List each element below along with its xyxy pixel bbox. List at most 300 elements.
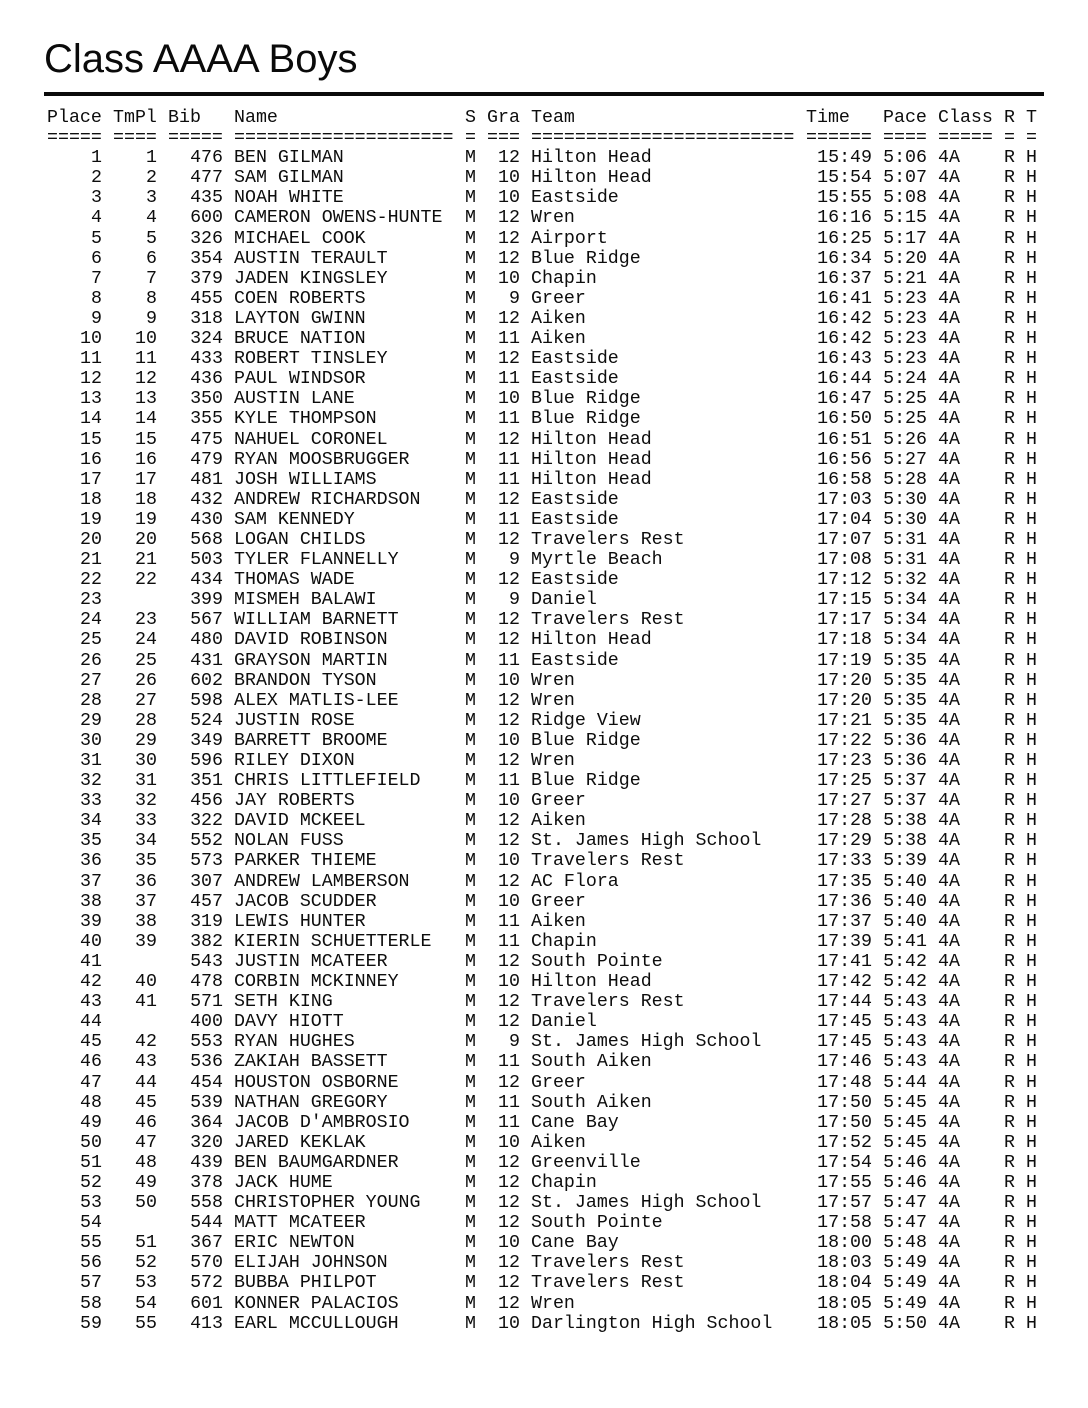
result-row: [47, 269, 1037, 289]
cell-place: 4: [91, 208, 102, 229]
cell-gra: 11: [498, 1092, 520, 1113]
cell-pace: 5:49: [883, 1253, 927, 1274]
cell-r: R: [1004, 509, 1015, 530]
cell-place: 6: [91, 248, 102, 269]
cell-tmpl: 1: [146, 148, 157, 169]
cell-team: South Aiken: [531, 1052, 652, 1073]
cell-s: M: [465, 951, 476, 972]
cell-team: Myrtle Beach: [531, 550, 663, 571]
cell-tmpl: 33: [135, 811, 157, 832]
cell-class: 4A: [938, 1012, 960, 1033]
cell-r: R: [1004, 1052, 1015, 1073]
cell-pace: 5:27: [883, 449, 927, 470]
cell-team: Eastside: [531, 188, 619, 209]
cell-s: M: [465, 529, 476, 550]
cell-gra: 10: [498, 670, 520, 691]
cell-time: 17:19: [817, 650, 872, 671]
cell-team: Eastside: [531, 489, 619, 510]
cell-name: WILLIAM BARNETT: [234, 610, 399, 631]
cell-t: H: [1026, 811, 1037, 832]
cell-place: 54: [80, 1213, 102, 1234]
cell-time: 17:52: [817, 1132, 872, 1153]
cell-name: AUSTIN LANE: [234, 389, 355, 410]
cell-pace: 5:45: [883, 1112, 927, 1133]
cell-pace: 5:49: [883, 1293, 927, 1314]
cell-tmpl: 3: [146, 188, 157, 209]
cell-name: JACOB D'AMBROSIO: [234, 1112, 410, 1133]
cell-place: 28: [80, 690, 102, 711]
cell-class: 4A: [938, 931, 960, 952]
cell-tmpl: 4: [146, 208, 157, 229]
cell-place: 10: [80, 329, 102, 350]
cell-bib: 432: [190, 489, 223, 510]
result-row: [47, 1093, 1037, 1113]
result-row: [47, 229, 1037, 249]
cell-time: 17:58: [817, 1213, 872, 1234]
cell-place: 33: [80, 791, 102, 812]
cell-pace: 5:49: [883, 1273, 927, 1294]
cell-pace: 5:23: [883, 308, 927, 329]
cell-r: R: [1004, 630, 1015, 651]
cell-s: M: [465, 429, 476, 450]
cell-pace: 5:08: [883, 188, 927, 209]
cell-gra: 10: [498, 730, 520, 751]
cell-class: 4A: [938, 489, 960, 510]
cell-class: 4A: [938, 1152, 960, 1173]
cell-pace: 5:45: [883, 1092, 927, 1113]
col-separator-pace: ====: [883, 128, 927, 149]
cell-team: Wren: [531, 1293, 575, 1314]
cell-time: 17:50: [817, 1092, 872, 1113]
cell-team: Wren: [531, 690, 575, 711]
cell-bib: 322: [190, 811, 223, 832]
cell-place: 57: [80, 1273, 102, 1294]
cell-class: 4A: [938, 1193, 960, 1214]
result-row: [47, 1294, 1037, 1314]
cell-place: 1: [91, 148, 102, 169]
cell-class: 4A: [938, 771, 960, 792]
cell-class: 4A: [938, 570, 960, 591]
cell-place: 34: [80, 811, 102, 832]
result-row: [47, 208, 1037, 228]
cell-place: 22: [80, 570, 102, 591]
result-row: [47, 691, 1037, 711]
cell-pace: 5:42: [883, 972, 927, 993]
cell-class: 4A: [938, 610, 960, 631]
cell-place: 48: [80, 1092, 102, 1113]
result-row: [47, 550, 1037, 570]
cell-class: 4A: [938, 730, 960, 751]
cell-t: H: [1026, 1132, 1037, 1153]
result-row: [47, 831, 1037, 851]
cell-t: H: [1026, 891, 1037, 912]
cell-class: 4A: [938, 429, 960, 450]
cell-gra: 9: [509, 1032, 520, 1053]
cell-pace: 5:26: [883, 429, 927, 450]
cell-time: 17:45: [817, 1032, 872, 1053]
cell-tmpl: 51: [135, 1233, 157, 1254]
cell-place: 12: [80, 369, 102, 390]
cell-t: H: [1026, 911, 1037, 932]
cell-name: PAUL WINDSOR: [234, 369, 366, 390]
cell-tmpl: 17: [135, 469, 157, 490]
result-row: [47, 671, 1037, 691]
result-row: [47, 530, 1037, 550]
cell-pace: 5:20: [883, 248, 927, 269]
cell-t: H: [1026, 771, 1037, 792]
cell-pace: 5:15: [883, 208, 927, 229]
cell-pace: 5:43: [883, 992, 927, 1013]
result-row: [47, 329, 1037, 349]
cell-r: R: [1004, 248, 1015, 269]
result-row: [47, 369, 1037, 389]
cell-gra: 12: [498, 1293, 520, 1314]
cell-tmpl: 55: [135, 1313, 157, 1334]
result-row: [47, 1213, 1037, 1233]
cell-pace: 5:31: [883, 529, 927, 550]
cell-place: 56: [80, 1253, 102, 1274]
cell-pace: 5:48: [883, 1233, 927, 1254]
cell-s: M: [465, 1172, 476, 1193]
cell-bib: 350: [190, 389, 223, 410]
result-row: [47, 1052, 1037, 1072]
cell-gra: 12: [498, 489, 520, 510]
cell-class: 4A: [938, 690, 960, 711]
cell-r: R: [1004, 931, 1015, 952]
cell-name: PARKER THIEME: [234, 851, 377, 872]
cell-tmpl: 2: [146, 168, 157, 189]
cell-tmpl: 18: [135, 489, 157, 510]
cell-pace: 5:07: [883, 168, 927, 189]
cell-team: Greer: [531, 891, 586, 912]
cell-s: M: [465, 570, 476, 591]
cell-time: 17:03: [817, 489, 872, 510]
cell-pace: 5:47: [883, 1193, 927, 1214]
cell-team: Daniel: [531, 1012, 597, 1033]
cell-class: 4A: [938, 831, 960, 852]
cell-gra: 12: [498, 1152, 520, 1173]
cell-pace: 5:23: [883, 329, 927, 350]
results-body: [47, 148, 1037, 1334]
cell-bib: 477: [190, 168, 223, 189]
cell-s: M: [465, 489, 476, 510]
cell-name: CAMERON OWENS-HUNTE: [234, 208, 443, 229]
cell-t: H: [1026, 409, 1037, 430]
cell-place: 45: [80, 1032, 102, 1053]
cell-name: BEN BAUMGARDNER: [234, 1152, 399, 1173]
cell-place: 52: [80, 1172, 102, 1193]
cell-t: H: [1026, 831, 1037, 852]
cell-gra: 12: [498, 308, 520, 329]
result-row: [47, 751, 1037, 771]
cell-tmpl: 15: [135, 429, 157, 450]
cell-gra: 12: [498, 1273, 520, 1294]
cell-pace: 5:39: [883, 851, 927, 872]
cell-tmpl: 19: [135, 509, 157, 530]
cell-place: 37: [80, 871, 102, 892]
result-row: [47, 409, 1037, 429]
cell-s: M: [465, 1032, 476, 1053]
cell-pace: 5:50: [883, 1313, 927, 1334]
cell-class: 4A: [938, 811, 960, 832]
cell-tmpl: 32: [135, 791, 157, 812]
cell-s: M: [465, 1092, 476, 1113]
cell-team: Travelers Rest: [531, 1253, 685, 1274]
cell-team: Travelers Rest: [531, 610, 685, 631]
cell-tmpl: 50: [135, 1193, 157, 1214]
result-row: [47, 771, 1037, 791]
cell-name: JUSTIN MCATEER: [234, 951, 388, 972]
cell-class: 4A: [938, 1032, 960, 1053]
cell-team: Travelers Rest: [531, 529, 685, 550]
result-row: [47, 1113, 1037, 1133]
cell-name: MISMEH BALAWI: [234, 590, 377, 611]
cell-class: 4A: [938, 469, 960, 490]
cell-tmpl: 53: [135, 1273, 157, 1294]
cell-r: R: [1004, 751, 1015, 771]
cell-place: 23: [80, 590, 102, 611]
result-row: [47, 811, 1037, 831]
cell-r: R: [1004, 1273, 1015, 1294]
cell-place: 16: [80, 449, 102, 470]
cell-tmpl: 48: [135, 1152, 157, 1173]
cell-s: M: [465, 911, 476, 932]
cell-s: M: [465, 1112, 476, 1133]
cell-class: 4A: [938, 1072, 960, 1093]
cell-time: 17:36: [817, 891, 872, 912]
cell-place: 27: [80, 670, 102, 691]
cell-gra: 11: [498, 1052, 520, 1073]
cell-gra: 10: [498, 188, 520, 209]
cell-time: 17:50: [817, 1112, 872, 1133]
cell-pace: 5:30: [883, 489, 927, 510]
cell-bib: 349: [190, 730, 223, 751]
cell-t: H: [1026, 951, 1037, 972]
cell-bib: 503: [190, 550, 223, 571]
cell-name: JACK HUME: [234, 1172, 333, 1193]
cell-class: 4A: [938, 248, 960, 269]
cell-pace: 5:17: [883, 228, 927, 249]
cell-place: 25: [80, 630, 102, 651]
cell-name: THOMAS WADE: [234, 570, 355, 591]
cell-s: M: [465, 168, 476, 189]
cell-name: NAHUEL CORONEL: [234, 429, 388, 450]
cell-name: NATHAN GREGORY: [234, 1092, 388, 1113]
cell-tmpl: 44: [135, 1072, 157, 1093]
cell-bib: 367: [190, 1233, 223, 1254]
cell-t: H: [1026, 670, 1037, 691]
cell-s: M: [465, 248, 476, 269]
cell-pace: 5:43: [883, 1052, 927, 1073]
cell-time: 17:21: [817, 710, 872, 731]
result-row: [47, 791, 1037, 811]
cell-name: CORBIN MCKINNEY: [234, 972, 399, 993]
col-separator-place: =====: [47, 128, 102, 149]
cell-class: 4A: [938, 951, 960, 972]
cell-place: 44: [80, 1012, 102, 1033]
cell-bib: 480: [190, 630, 223, 651]
cell-team: Chapin: [531, 268, 597, 289]
result-row: [47, 1153, 1037, 1173]
cell-place: 36: [80, 851, 102, 872]
cell-team: Hilton Head: [531, 148, 652, 169]
cell-t: H: [1026, 1172, 1037, 1193]
cell-r: R: [1004, 590, 1015, 611]
cell-time: 18:00: [817, 1233, 872, 1254]
cell-r: R: [1004, 1032, 1015, 1053]
cell-place: 14: [80, 409, 102, 430]
cell-name: ELIJAH JOHNSON: [234, 1253, 388, 1274]
cell-place: 31: [80, 751, 102, 771]
cell-tmpl: 14: [135, 409, 157, 430]
cell-pace: 5:43: [883, 1032, 927, 1053]
cell-tmpl: 52: [135, 1253, 157, 1274]
cell-bib: 436: [190, 369, 223, 390]
cell-bib: 307: [190, 871, 223, 892]
cell-time: 18:05: [817, 1293, 872, 1314]
cell-s: M: [465, 1233, 476, 1254]
cell-pace: 5:40: [883, 871, 927, 892]
cell-time: 16:47: [817, 389, 872, 410]
cell-r: R: [1004, 1092, 1015, 1113]
cell-tmpl: [113, 1213, 157, 1233]
cell-t: H: [1026, 751, 1037, 771]
cell-gra: 12: [498, 248, 520, 269]
cell-team: Cane Bay: [531, 1112, 619, 1133]
cell-time: 16:51: [817, 429, 872, 450]
cell-team: Chapin: [531, 1172, 597, 1193]
cell-pace: 5:32: [883, 570, 927, 591]
cell-s: M: [465, 1313, 476, 1334]
cell-pace: 5:46: [883, 1152, 927, 1173]
result-row: [47, 249, 1037, 269]
cell-bib: 413: [190, 1313, 223, 1334]
cell-s: M: [465, 730, 476, 751]
result-row: [47, 630, 1037, 650]
cell-team: Wren: [531, 751, 575, 771]
cell-r: R: [1004, 1132, 1015, 1153]
result-row: [47, 470, 1037, 490]
cell-r: R: [1004, 1253, 1015, 1274]
cell-r: R: [1004, 329, 1015, 350]
cell-r: R: [1004, 208, 1015, 229]
cell-tmpl: 9: [146, 308, 157, 329]
cell-t: H: [1026, 992, 1037, 1013]
cell-class: 4A: [938, 389, 960, 410]
cell-place: 42: [80, 972, 102, 993]
header-separator-row: [47, 128, 1037, 148]
cell-s: M: [465, 650, 476, 671]
cell-s: M: [465, 1193, 476, 1214]
cell-t: H: [1026, 550, 1037, 571]
cell-place: 32: [80, 771, 102, 792]
cell-class: 4A: [938, 911, 960, 932]
cell-place: 26: [80, 650, 102, 671]
cell-class: 4A: [938, 992, 960, 1013]
cell-name: LAYTON GWINN: [234, 308, 366, 329]
cell-r: R: [1004, 851, 1015, 872]
cell-s: M: [465, 891, 476, 912]
result-row: [47, 148, 1037, 168]
cell-bib: 478: [190, 972, 223, 993]
cell-team: Aiken: [531, 329, 586, 350]
cell-tmpl: 42: [135, 1032, 157, 1053]
cell-r: R: [1004, 288, 1015, 309]
cell-tmpl: 28: [135, 710, 157, 731]
cell-team: Aiken: [531, 308, 586, 329]
cell-team: St. James High School: [531, 1193, 762, 1214]
cell-gra: 10: [498, 168, 520, 189]
result-row: [47, 430, 1037, 450]
cell-bib: 539: [190, 1092, 223, 1113]
cell-s: M: [465, 1132, 476, 1153]
cell-gra: 12: [498, 751, 520, 771]
cell-r: R: [1004, 489, 1015, 510]
cell-r: R: [1004, 710, 1015, 731]
cell-t: H: [1026, 791, 1037, 812]
cell-gra: 12: [498, 208, 520, 229]
cell-name: BRANDON TYSON: [234, 670, 377, 691]
cell-bib: 434: [190, 570, 223, 591]
cell-place: 3: [91, 188, 102, 209]
cell-bib: 600: [190, 208, 223, 229]
col-separator-name: ====================: [234, 128, 454, 149]
cell-place: 51: [80, 1152, 102, 1173]
cell-s: M: [465, 831, 476, 852]
cell-time: 15:54: [817, 168, 872, 189]
cell-r: R: [1004, 1213, 1015, 1234]
cell-gra: 11: [498, 1112, 520, 1133]
cell-r: R: [1004, 891, 1015, 912]
cell-s: M: [465, 931, 476, 952]
cell-time: 16:43: [817, 349, 872, 370]
cell-bib: 596: [190, 751, 223, 771]
cell-t: H: [1026, 148, 1037, 169]
cell-bib: 326: [190, 228, 223, 249]
cell-gra: 11: [498, 449, 520, 470]
cell-bib: 602: [190, 670, 223, 691]
col-header-class: Class: [938, 108, 993, 128]
cell-bib: 479: [190, 449, 223, 470]
cell-tmpl: 6: [146, 248, 157, 269]
result-row: [47, 450, 1037, 470]
cell-class: 4A: [938, 1172, 960, 1193]
cell-gra: 12: [498, 1012, 520, 1033]
cell-time: 17:22: [817, 730, 872, 751]
cell-tmpl: 38: [135, 911, 157, 932]
cell-bib: 553: [190, 1032, 223, 1053]
cell-r: R: [1004, 389, 1015, 410]
cell-team: Airport: [531, 228, 608, 249]
cell-r: R: [1004, 1313, 1015, 1334]
cell-bib: 543: [190, 951, 223, 972]
cell-team: Travelers Rest: [531, 851, 685, 872]
cell-team: Travelers Rest: [531, 1273, 685, 1294]
cell-time: 17:12: [817, 570, 872, 591]
result-row: [47, 1253, 1037, 1273]
cell-class: 4A: [938, 168, 960, 189]
cell-gra: 10: [498, 1132, 520, 1153]
cell-gra: 12: [498, 349, 520, 370]
cell-pace: 5:37: [883, 791, 927, 812]
cell-time: 16:44: [817, 369, 872, 390]
cell-gra: 10: [498, 891, 520, 912]
cell-place: 2: [91, 168, 102, 189]
cell-s: M: [465, 329, 476, 350]
cell-time: 15:55: [817, 188, 872, 209]
cell-team: Hilton Head: [531, 168, 652, 189]
cell-gra: 10: [498, 851, 520, 872]
